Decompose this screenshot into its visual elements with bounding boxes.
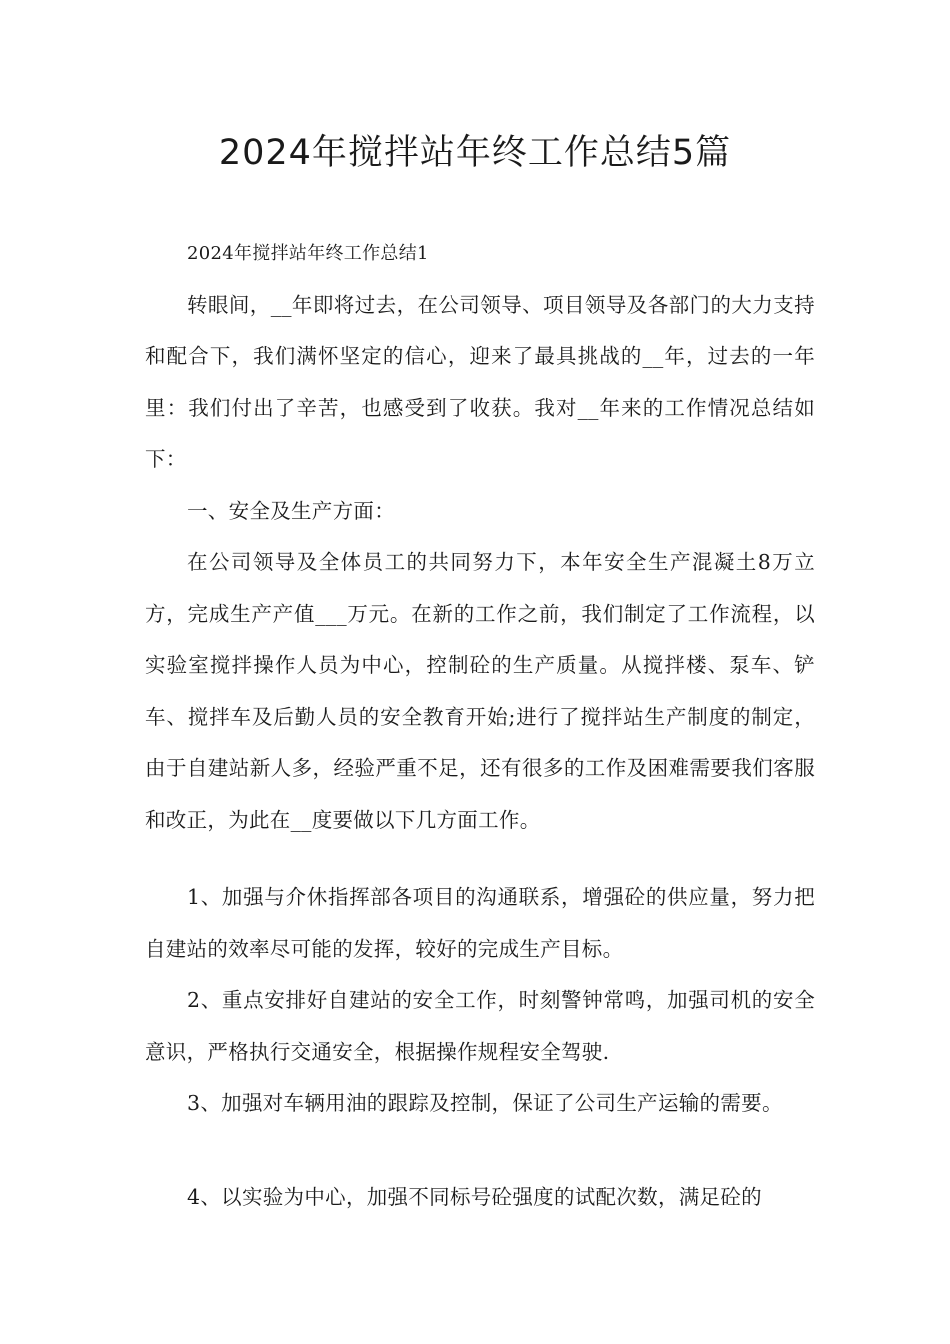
document-list-2 <box>145 1172 815 1224</box>
document-body <box>145 228 815 846</box>
paragraph-safety-production: 在公司领导及全体员工的共同努力下，本年安全生产混凝土8万立方，完成生产产值___万元。在新的工作之前，我们制定了工作流程，以实验室搅拌操作人员为中心，控制砼的生产质量。从搅拌楼、泵车、铲车、搅拌车及后勤人员的安全教育开始;进行了搅拌站生产制度的制定，由于自建站新人多，经验严重不足，还有很多的工作及困难需要我们客服和改正，为此在__度要做以下几方面工作。 <box>145 550 815 832</box>
document-title: 2024年搅拌站年终工作总结5篇 <box>218 133 732 173</box>
paragraph-item-1: 1、加强与介休指挥部各项目的沟通联系，增强砼的供应量，努力把自建站的效率尽可能的发挥，较好的完成生产目标。 <box>145 885 815 961</box>
paragraph-intro: 转眼间，__年即将过去，在公司领导、项目领导及各部门的大力支持和配合下，我们满怀坚定的信心，迎来了最具挑战的__年，过去的一年里：我们付出了辛苦，也感受到了收获。我对__年来的工作情况总结如下： <box>145 292 815 471</box>
document-list-1 <box>145 872 815 1130</box>
paragraph-item-4: 4、以实验为中心，加强不同标号砼强度的试配次数，满足砼的 <box>187 1185 762 1209</box>
paragraph-item-2: 2、重点安排好自建站的安全工作，时刻警钟常鸣，加强司机的安全意识，严格执行交通安全，根据操作规程安全驾驶. <box>145 988 815 1064</box>
section-subtitle: 2024年搅拌站年终工作总结1 <box>187 243 429 264</box>
paragraph-item-3: 3、加强对车辆用油的跟踪及控制，保证了公司生产运输的需要。 <box>187 1091 783 1115</box>
paragraph-heading-safety: 一、安全及生产方面： <box>187 498 395 523</box>
